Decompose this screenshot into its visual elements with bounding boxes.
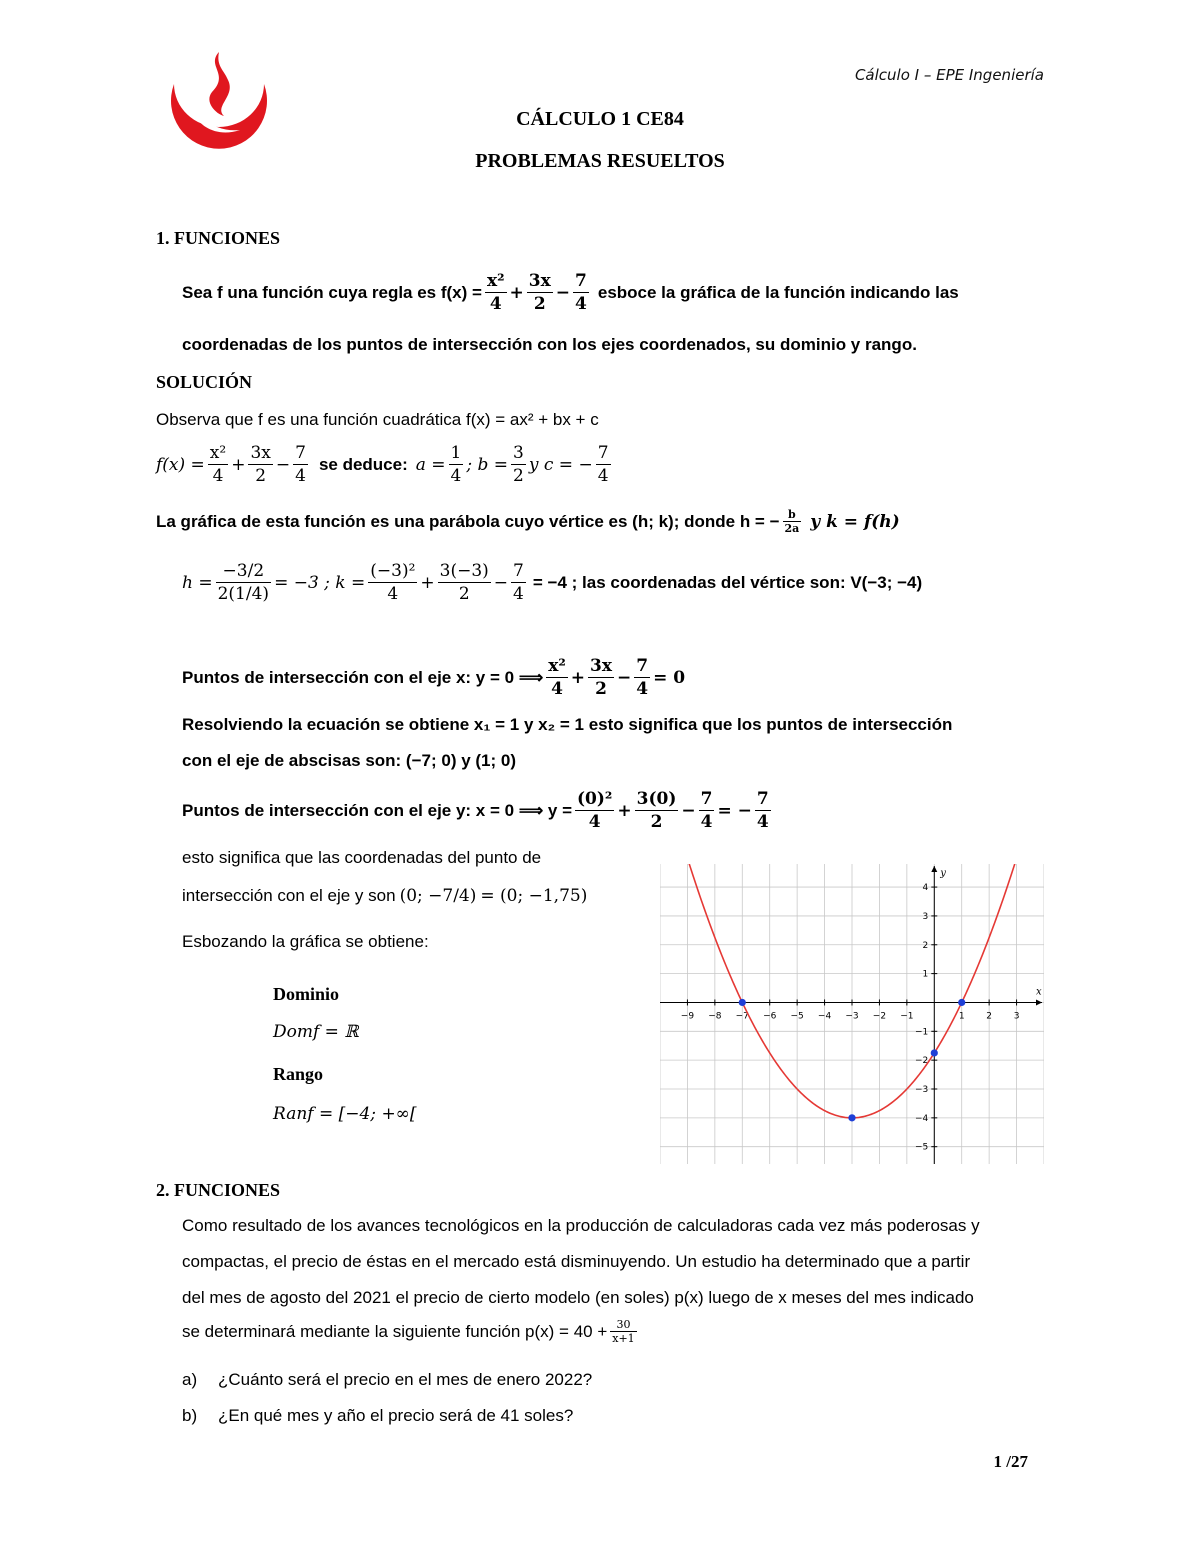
coefficients-line: f(x) = $\frac{\text{x²}}{4}$ + $\frac{3x}{2}$ − $\frac{7}{4}$ se deduce: a = $\frac{1}{4}$ ; b = $\frac{3}{2}$ y c = − $\frac{7}{4}$ <box>156 443 609 486</box>
point-x-intercept-right <box>958 999 965 1006</box>
fraction: $\frac{3x}{2}$ <box>590 656 612 699</box>
x-tick-label: −6 <box>763 1011 777 1022</box>
observe-text: Observa que f es una función cuadrática f(x) = ax² + bx + c <box>156 410 599 429</box>
y-tick-label: −2 <box>915 1056 929 1067</box>
fraction: $\frac{7}{4}$ <box>513 561 524 604</box>
chart-ticks <box>681 883 1020 1153</box>
x-tick-label: 2 <box>986 1011 993 1022</box>
section2-heading: 2. FUNCIONES <box>156 1180 281 1200</box>
x-tick-label: −5 <box>790 1011 804 1022</box>
fraction: $\frac{\text{(0)²}}{4}$ <box>577 789 613 832</box>
statement-part-b: esboce la gráfica de la función indicando las <box>597 282 959 302</box>
page-subtitle: PROBLEMAS RESUELTOS <box>475 150 725 172</box>
y-tick-label: 1 <box>922 969 929 980</box>
fraction: $\frac{30}{x+1}$ <box>612 1318 635 1345</box>
solution-label: SOLUCIÓN <box>156 372 253 392</box>
fraction: $\frac{7}{4}$ <box>700 789 713 832</box>
x-intercept-line: Puntos de intersección con el eje x: y = 0 ⟹ $\frac{\text{x²}}{4}$ + $\frac{3x}{2}$ − $\frac{7}{4}$ = 0 <box>182 656 686 699</box>
x-tick-label: −4 <box>817 1011 832 1022</box>
y-tick-label: −3 <box>915 1085 929 1095</box>
x-axis-arrow <box>1036 999 1042 1005</box>
section2-line-1: Como resultado de los avances tecnológicos en la producción de calculadoras cada vez más poderosas y <box>182 1216 980 1235</box>
fraction: $\frac{7}{4}$ <box>636 656 649 699</box>
question-b-label: b) <box>182 1406 198 1425</box>
fraction: $\frac{3(0)}{2}$ <box>636 789 677 832</box>
fraction: $\frac{-3/2}{2(1/4)}$ <box>217 561 270 604</box>
y-intercept-text-1: esto significa que las coordenadas del punto de <box>182 848 542 867</box>
vertex-line: La gráfica de esta función es una parábola cuyo vértice es (h; k); donde h = − $\frac{b}{2a}$ y k = f(h) <box>156 508 900 535</box>
fraction: $\frac{7}{4}$ <box>575 271 587 314</box>
x-tick-label: 3 <box>1013 1011 1020 1022</box>
fraction: $\frac{b}{2a}$ <box>784 508 800 535</box>
y-tick-label: −4 <box>915 1113 929 1124</box>
y-intercept-line: Puntos de intersección con el eje y: x = 0 ⟹ y = $\frac{\text{(0)²}}{4}$ + $\frac{3(0)}{2}$ − $\frac{7}{4}$ = − $\frac{7}{4}$ <box>182 789 769 832</box>
y-intercept-text-2: intersección con el eje y son (0; −7/4) = (0; −1,75) <box>182 886 588 906</box>
point-vertex <box>848 1114 855 1121</box>
problem1-statement: Sea f una función cuya regla es f(x) = $\frac{\text{x²}}{4}$ + $\frac{3x}{2}$ − $\frac{7}{4}$ esboce la gráfica de la función indicando las <box>182 271 959 314</box>
fraction: $\frac{\text{(−3)²}}{4}$ <box>370 561 416 604</box>
fraction: $\frac{3x}{2}$ <box>528 271 551 314</box>
fraction: $\frac{7}{4}$ <box>756 789 769 832</box>
point-x-intercept-left <box>739 999 746 1006</box>
solve-line-1: Resolviendo la ecuación se obtiene x₁ = 1 y x₂ = 1 esto significa que los puntos de intersección <box>182 715 953 734</box>
y-axis-label: y <box>940 868 946 879</box>
question-b-text: ¿En qué mes y año el precio será de 41 soles? <box>218 1406 574 1425</box>
fraction: $\frac{\text{x²}}{4}$ <box>209 443 227 486</box>
y-tick-label: 2 <box>922 940 929 951</box>
x-tick-label: −2 <box>872 1011 887 1022</box>
y-tick-label: 4 <box>922 883 929 894</box>
vertex-computation: h = $\frac{-3/2}{2(1/4)}$ = −3 ; k = $\frac{\text{(−3)²}}{4}$ + $\frac{3(-3)}{2}$ − $\frac{7}{4}$ = −4 ; las coordenadas del vértice son: V(−3; −4) <box>182 561 923 604</box>
x-axis-label: x <box>1036 986 1042 998</box>
range-value: Ranf = [−4; +∞[ <box>273 1104 417 1124</box>
x-tick-label: −9 <box>680 1011 695 1022</box>
section2-line-3: del mes de agosto del 2021 el precio de cierto modelo (en soles) p(x) luego de x meses del mes indicado <box>182 1288 974 1307</box>
course-label: Cálculo I – EPE Ingeniería <box>854 66 1044 84</box>
question-a-label: a) <box>182 1370 198 1389</box>
y-axis-arrow <box>931 866 937 872</box>
x-tick-label: −7 <box>735 1011 749 1022</box>
upc-logo-icon <box>160 44 278 162</box>
page-number: 1 /27 <box>993 1452 1028 1471</box>
y-tick-label: −1 <box>915 1027 929 1038</box>
question-a-text: ¿Cuánto será el precio en el mes de enero 2022? <box>218 1370 593 1389</box>
statement-part-a: Sea f una función cuya regla es f(x) = <box>182 282 482 302</box>
fraction: $\frac{3}{2}$ <box>513 443 524 486</box>
page-title: CÁLCULO 1 CE84 <box>516 108 684 130</box>
fraction: $\frac{3(-3)}{2}$ <box>439 561 489 604</box>
fraction: $\frac{\text{x²}}{4}$ <box>548 656 566 699</box>
section2-line-4: se determinará mediante la siguiente función p(x) = 40 + $\frac{30}{x+1}$ <box>182 1318 635 1345</box>
y-tick-label: −5 <box>915 1142 929 1153</box>
domain-label: Dominio <box>273 984 340 1004</box>
fraction: $\frac{3x}{2}$ <box>250 443 271 486</box>
fraction: $\frac{\text{x²}}{4}$ <box>486 271 505 314</box>
deduce-label: se deduce: <box>318 454 408 474</box>
x-tick-label: 1 <box>958 1011 965 1022</box>
fraction: $\frac{7}{4}$ <box>597 443 609 486</box>
sketch-text: Esbozando la gráfica se obtiene: <box>182 932 429 951</box>
statement-part-c: coordenadas de los puntos de intersección con los ejes coordenados, su dominio y rango. <box>182 335 917 354</box>
x-tick-label: −3 <box>845 1011 859 1022</box>
solve-line-2: con el eje de abscisas son: (−7; 0) y (1; 0) <box>182 751 516 770</box>
y-intercept-point: (0; −7/4) <box>399 886 477 906</box>
x-tick-label: −8 <box>708 1011 722 1022</box>
fraction: $\frac{7}{4}$ <box>295 443 306 486</box>
y-tick-label: 3 <box>922 911 929 922</box>
x-tick-label: −1 <box>900 1011 914 1022</box>
domain-value: Domf = ℝ <box>273 1022 359 1042</box>
section1-heading: 1. FUNCIONES <box>156 228 281 248</box>
section2-line-2: compactas, el precio de éstas en el mercado está disminuyendo. Un estudio ha determinado que a partir <box>182 1252 971 1271</box>
point-y-intercept <box>931 1049 938 1056</box>
fraction: $\frac{1}{4}$ <box>450 443 462 486</box>
parabola-chart <box>660 864 1044 1164</box>
range-label: Rango <box>273 1064 324 1084</box>
